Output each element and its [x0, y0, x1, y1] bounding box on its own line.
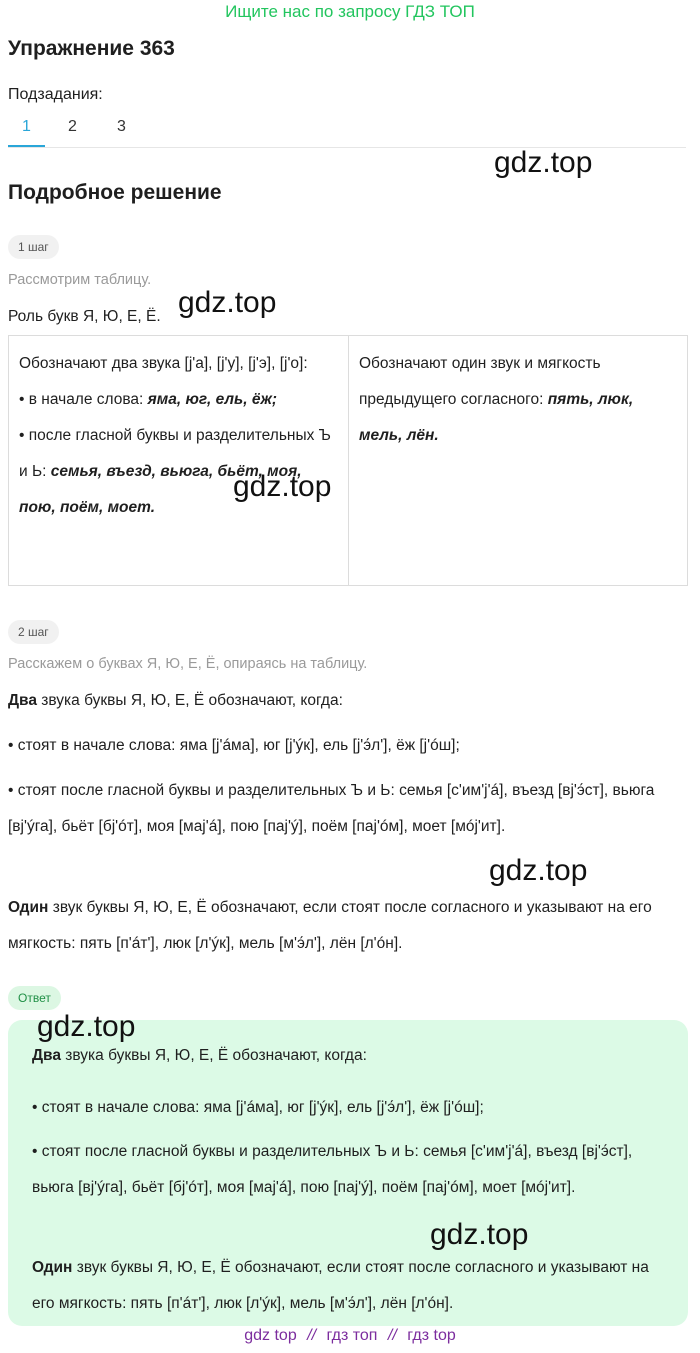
item-text: • после гласной буквы и разделительных Ъ и Ь:	[19, 427, 331, 480]
watermark: gdz.top	[494, 146, 593, 179]
footer-link-3[interactable]: гдз top	[407, 1327, 456, 1344]
tab-subtask-1[interactable]: 1	[22, 118, 31, 135]
bold-word: Один	[8, 899, 49, 916]
watermark: gdz.top	[37, 1010, 136, 1043]
answer-two-sounds-after-vowel: • стоят после гласной буквы и разделительных Ъ и Ь: семья [с'им'j'á], въезд [вj'э́ст], вьюга [вj'ýга], бьёт [бj'óт], моя [маj'á], пою [паj'ý], поём [паj'óм], моет [мój'ит].	[32, 1143, 633, 1196]
footer-separator: //	[387, 1327, 397, 1344]
footer-link-2[interactable]: гдз топ	[326, 1327, 378, 1344]
answer-two-sounds-start: • стоят в начале слова: яма [j'áма], юг [j'ýк], ель [j'э́л'], ёж [j'óш];	[32, 1099, 484, 1116]
tab-subtask-2[interactable]: 2	[68, 118, 77, 135]
active-tab-indicator	[8, 145, 45, 147]
item-examples: семья, въезд, вьюга, бьёт, моя, пою, поём, моет.	[19, 463, 302, 516]
step-1-hint: Рассмотрим таблицу.	[8, 272, 152, 288]
paragraph-text: звук буквы Я, Ю, Е, Ё обозначают, если стоят после согласного и указывают на его мягкость: пять [п'áт'], люк [л'ýк], мель [м'э́л'], лён [л'óн].	[32, 1259, 649, 1312]
two-sounds-item-start	[19, 382, 338, 418]
footer-separator: //	[307, 1327, 317, 1344]
watermark: gdz.top	[430, 1218, 529, 1251]
paragraph-text: звука буквы Я, Ю, Е, Ё обозначают, когда:	[37, 692, 343, 709]
table-cell-two-sounds	[9, 336, 349, 585]
subtasks-label: Подзадания:	[8, 86, 103, 103]
bold-word: Один	[32, 1259, 73, 1276]
watermark: gdz.top	[178, 286, 277, 319]
paragraph-text: звук буквы Я, Ю, Е, Ё обозначают, если стоят после согласного и указывают на его мягкость: пять [п'áт'], люк [л'ýк], мель [м'э́л'], лён [л'óн].	[8, 899, 652, 952]
table-caption: Роль букв Я, Ю, Е, Ё.	[8, 308, 161, 325]
one-sound-examples: пять, люк, мель, лён.	[359, 391, 634, 444]
step-2-hint: Расскажем о буквах Я, Ю, Е, Ё, опираясь на таблицу.	[8, 656, 368, 672]
bold-word: Два	[32, 1047, 61, 1064]
one-sound-text: Обозначают один звук и мягкость предыдущего согласного:	[359, 355, 601, 408]
footer-link-1[interactable]: gdz top	[244, 1327, 297, 1344]
paragraph-text: звука буквы Я, Ю, Е, Ё обозначают, когда:	[61, 1047, 367, 1064]
tab-subtask-3[interactable]: 3	[117, 118, 126, 135]
item-text: • в начале слова:	[19, 391, 148, 408]
letters-role-table	[8, 335, 688, 586]
step-2-badge: 2 шаг	[8, 620, 59, 644]
answer-one-sound-paragraph	[32, 1250, 672, 1322]
item-examples: яма, юг, ель, ёж;	[147, 391, 278, 408]
answer-box	[8, 1020, 688, 1326]
watermark: gdz.top	[233, 470, 332, 503]
bold-word: Два	[8, 692, 37, 709]
two-sounds-start: • стоят в начале слова: яма [j'áма], юг [j'ýк], ель [j'э́л'], ёж [j'óш];	[8, 737, 460, 754]
footer-links	[0, 1327, 700, 1345]
watermark: gdz.top	[489, 854, 588, 887]
answer-badge: Ответ	[8, 986, 61, 1010]
one-sound-paragraph	[8, 890, 678, 962]
two-sounds-heading: Обозначают два звука [j'а], [j'у], [j'э], [j'о]:	[19, 355, 308, 372]
subtask-tabs	[8, 112, 686, 148]
page-title: Упражнение 363	[8, 37, 175, 60]
solution-title: Подробное решение	[8, 181, 222, 204]
two-sounds-intro	[8, 683, 688, 719]
two-sounds-after-vowel: • стоят после гласной буквы и разделительных Ъ и Ь: семья [с'им'j'á], въезд [вj'э́ст], вьюга [вj'ýга], бьёт [бj'óт], моя [маj'á], пою [паj'ý], поём [паj'óм], моет [мój'ит].	[8, 782, 655, 835]
table-cell-one-sound	[349, 336, 687, 585]
search-banner: Ищите нас по запросу ГДЗ ТОП	[225, 2, 475, 21]
step-1-badge: 1 шаг	[8, 235, 59, 259]
